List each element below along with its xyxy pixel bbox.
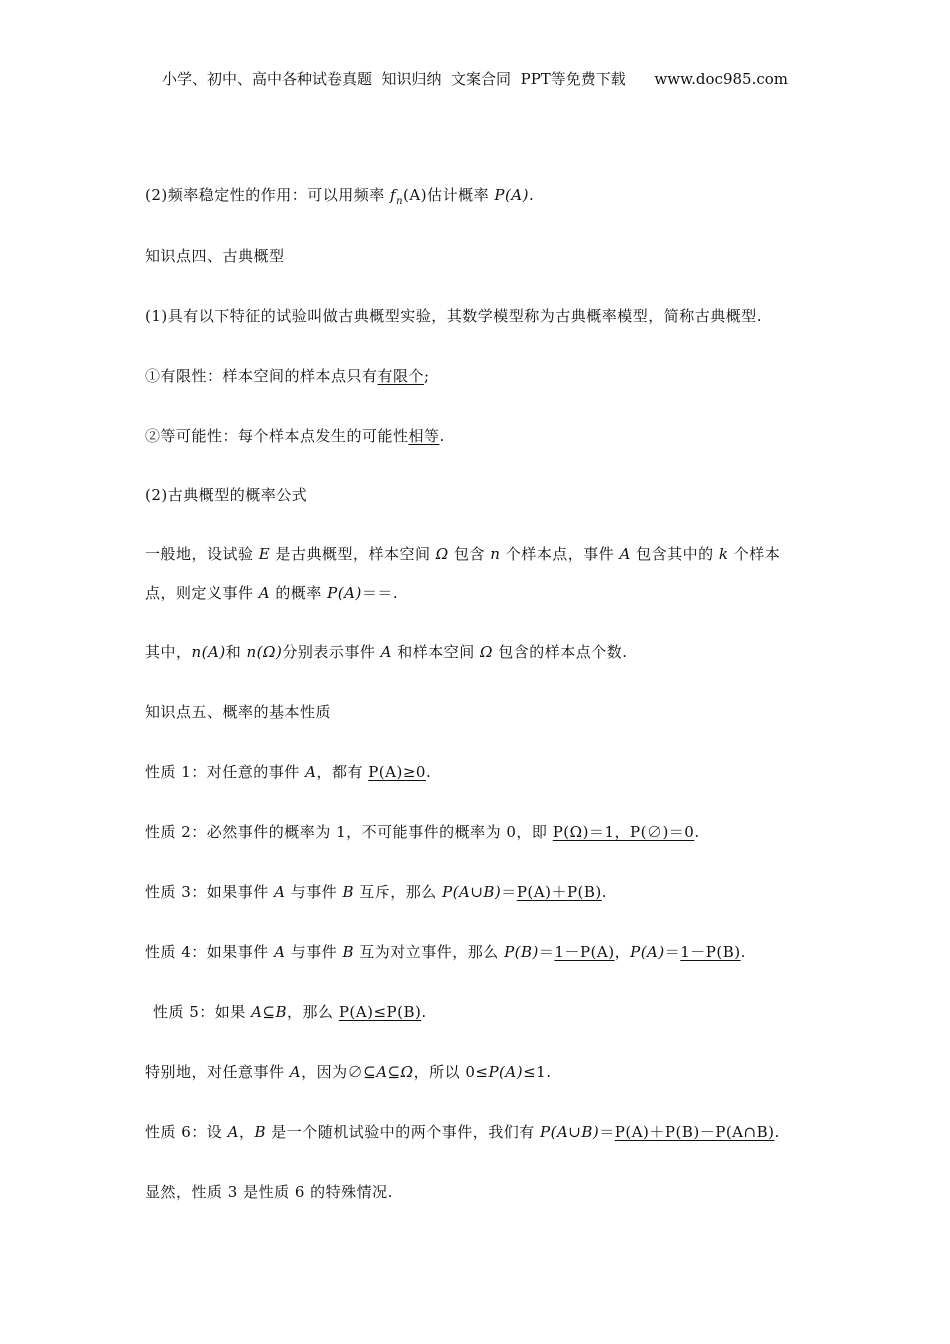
formula-text-line1: 一般地，设试验 E 是古典概型，样本空间 Ω 包含 n 个样本点，事件 A 包含其中的 k 个样本: [145, 545, 781, 563]
page-header: [0, 68, 950, 89]
closing-remark: 显然，性质 3 是性质 6 的特殊情况.: [145, 1183, 393, 1201]
property-2: 性质 2：必然事件的概率为 1，不可能事件的概率为 0，即 P(Ω)＝1，P(∅)＝0.: [145, 823, 700, 841]
notation-line: 其中，n(A)和 n(Ω)分别表示事件 A 和样本空间 Ω 包含的样本点个数.: [145, 643, 628, 661]
property-4: 性质 4：如果事件 A 与事件 B 互为对立事件，那么 P(B)＝1－P(A)，P(A)＝1－P(B).: [145, 943, 746, 961]
property-3: 性质 3：如果事件 A 与事件 B 互斥，那么 P(A∪B)＝P(A)＋P(B).: [145, 883, 608, 901]
section-heading-5: 知识点五、概率的基本性质: [145, 703, 332, 721]
formula-text-line2: 点，则定义事件 A 的概率 P(A)＝＝.: [145, 584, 399, 602]
equal-likelihood-item: ②等可能性：每个样本点发生的可能性相等.: [145, 427, 445, 445]
special-case-line: 特别地，对任意事件 A，因为∅⊆A⊆Ω，所以 0≤P(A)≤1.: [145, 1063, 552, 1081]
header-site: www.doc985.com: [654, 70, 788, 88]
property-1: 性质 1：对任意的事件 A，都有 P(A)≥0.: [145, 763, 432, 781]
formula-heading: (2)古典概型的概率公式: [145, 486, 308, 504]
property-5: 性质 5：如果 A⊆B，那么 P(A)≤P(B).: [153, 1003, 427, 1021]
stability-line: (2)频率稳定性的作用：可以用频率 $f_n(A)$估计概率 P(A).: [145, 186, 535, 207]
header-text: 小学、初中、高中各种试卷真题 知识归纳 文案合同 PPT等免费下载: [161, 70, 626, 88]
classical-definition: (1)具有以下特征的试验叫做古典概型实验，其数学模型称为古典概率模型，简称古典概型.: [145, 307, 763, 325]
finiteness-item: ①有限性：样本空间的样本点只有有限个;: [145, 367, 430, 385]
section-heading-4: 知识点四、古典概型: [145, 247, 285, 265]
property-6: 性质 6：设 A，B 是一个随机试验中的两个事件，我们有 P(A∪B)＝P(A)＋P(B)－P(A∩B).: [145, 1123, 780, 1141]
